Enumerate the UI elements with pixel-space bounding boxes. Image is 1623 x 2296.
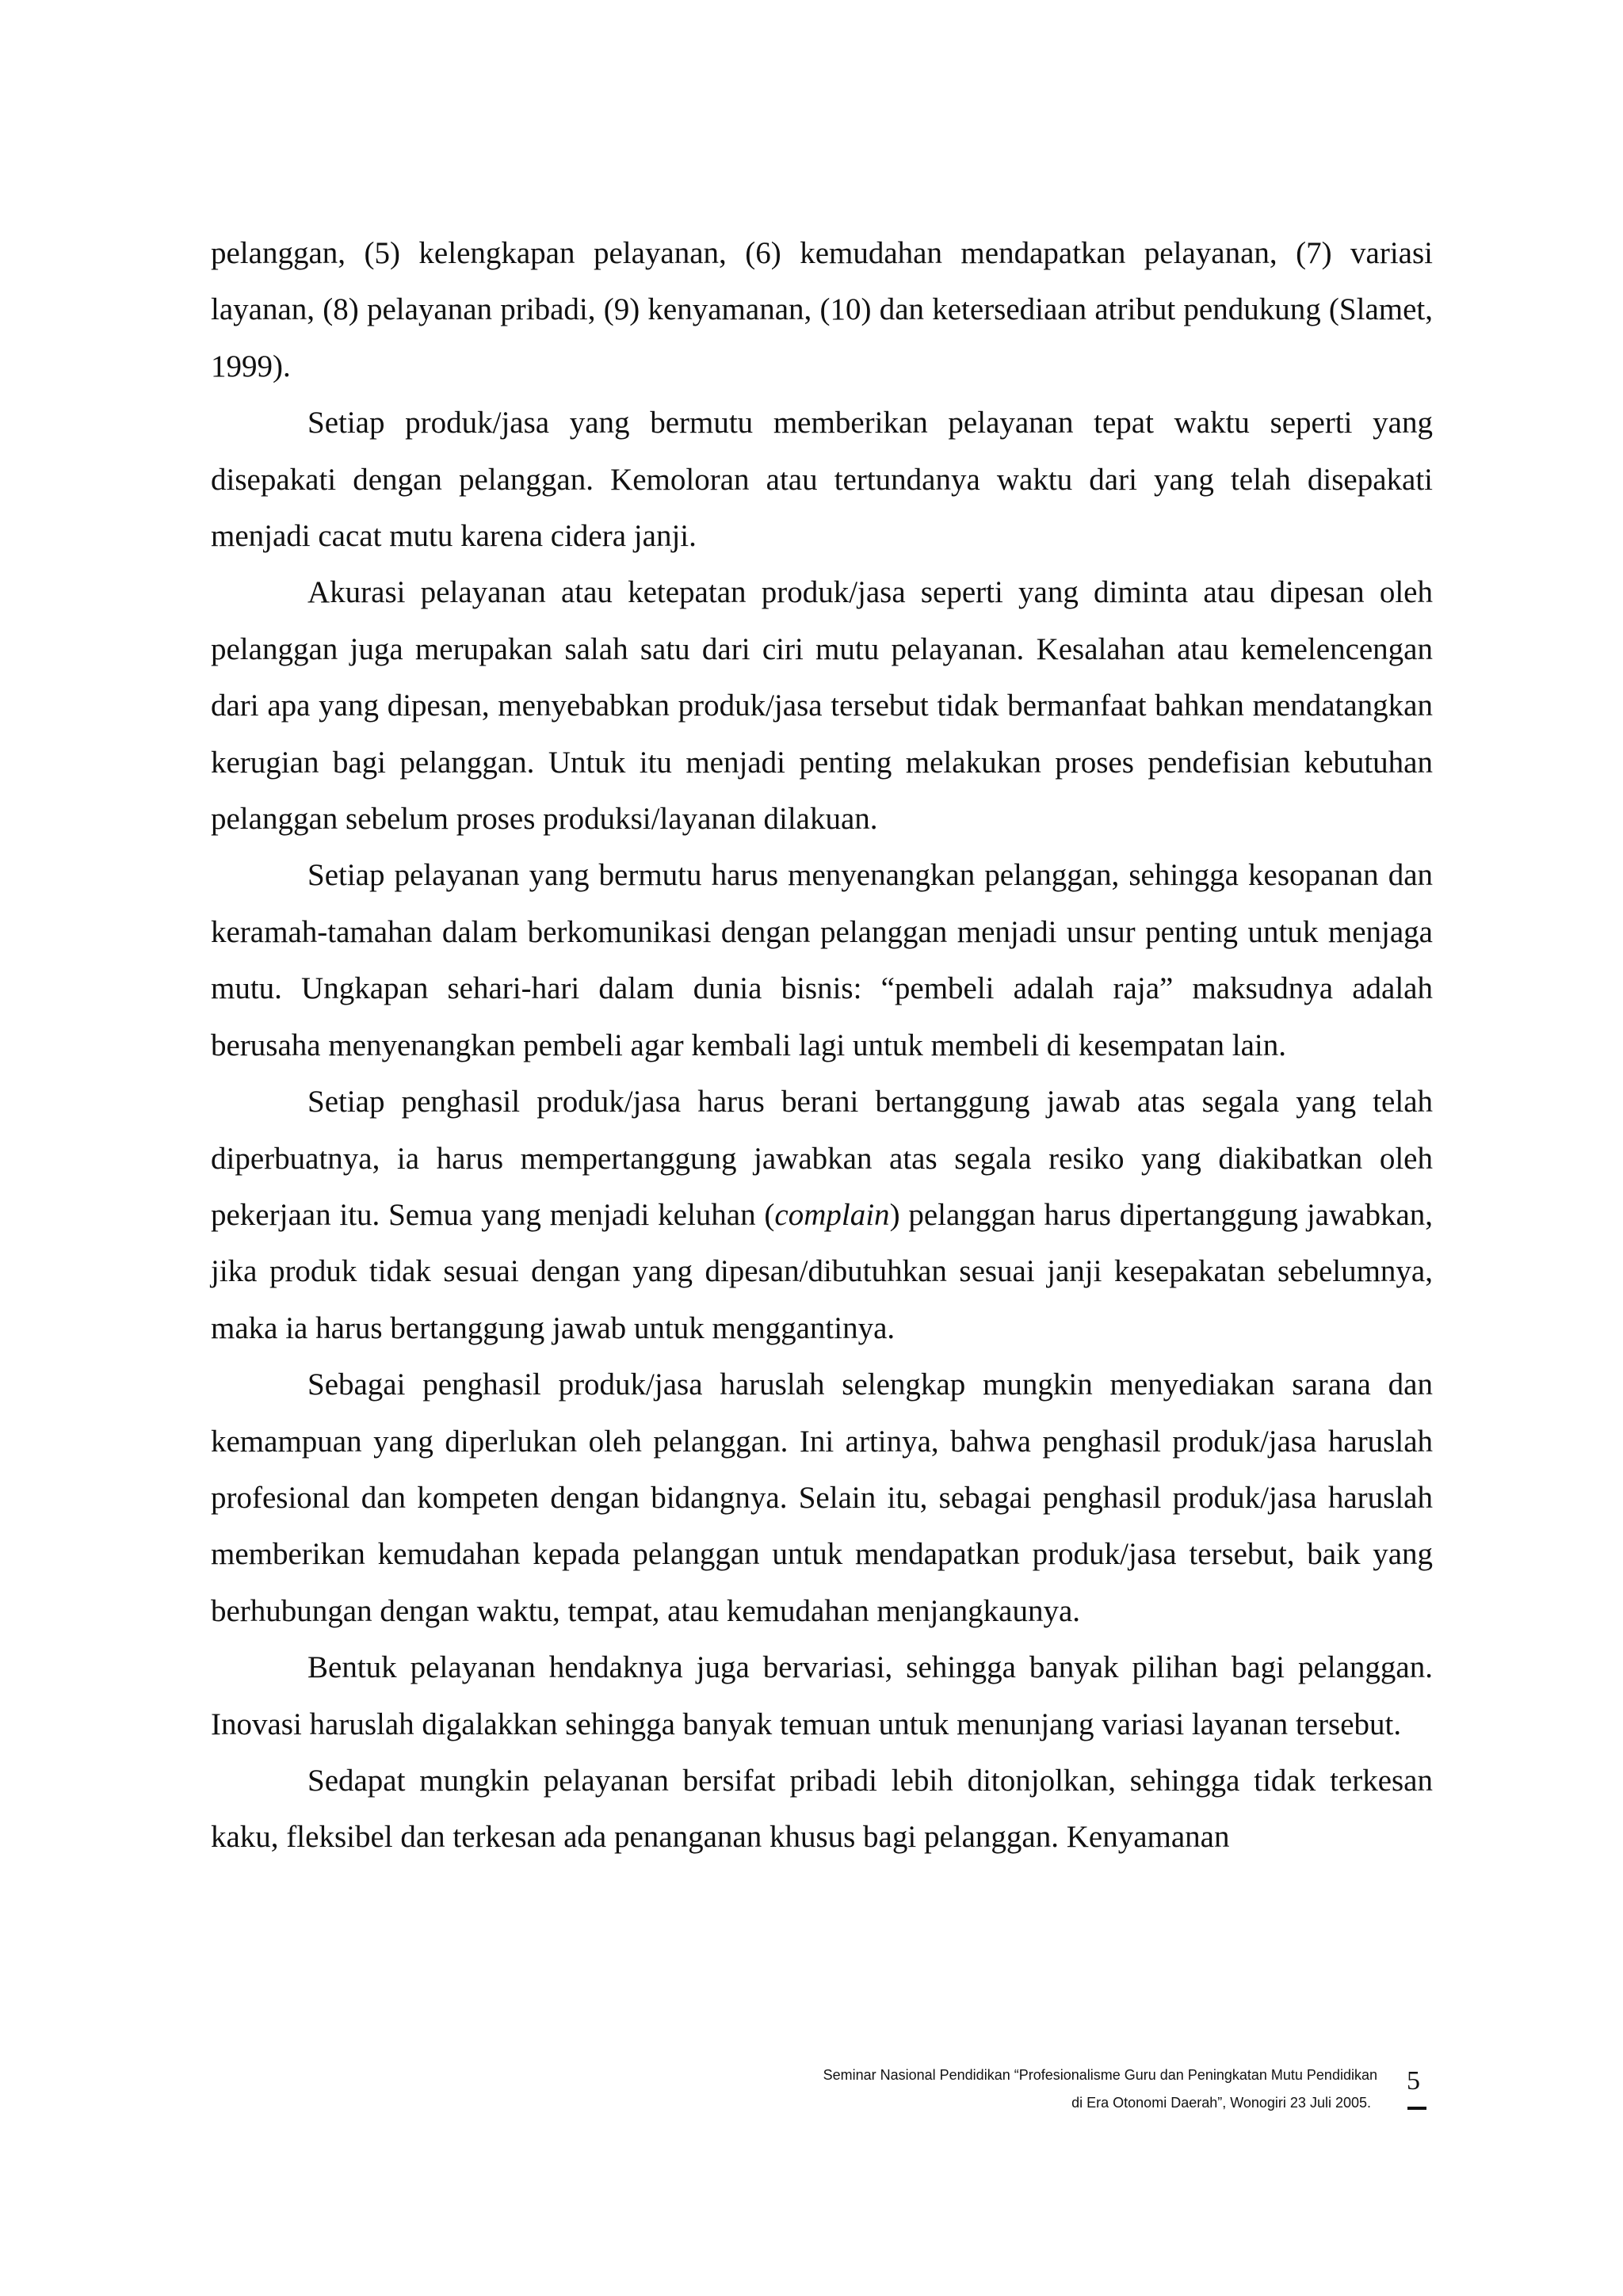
paragraph-akurasi: Akurasi pelayanan atau ketepatan produk/jasa seperti yang diminta atau dipesan oleh pelanggan juga merupakan salah satu dari ciri mutu pelayanan. Kesalahan atau kemelencengan dari apa yang dipesan, menyebabkan produk/jasa tersebut tidak bermanfaat bahkan mendatangkan kerugian bagi pelanggan. Untuk itu menjadi penting melakukan proses pendefisian kebutuhan pelanggan sebelum proses produksi/layanan dilakuan. (211, 575, 1433, 837)
body-text (211, 225, 1433, 1866)
italic-term-complain: complain (774, 1197, 890, 1232)
paragraph-tepat-waktu: Setiap produk/jasa yang bermutu memberikan pelayanan tepat waktu seperti yang disepakati dengan pelanggan. Kemoloran atau tertundanya waktu dari yang telah disepakati menjadi cacat mutu karena cidera janji. (211, 406, 1433, 554)
footer-seminar-date: di Era Otonomi Daerah”, Wonogiri 23 Juli 2005. (1071, 2095, 1371, 2111)
paragraph-continuation: pelanggan, (5) kelengkapan pelayanan, (6) kemudahan mendapatkan pelayanan, (7) variasi layanan, (8) pelayanan pribadi, (9) kenyamanan, (10) dan ketersediaan atribut pendukung (Slamet, 1999). (211, 236, 1433, 383)
paragraph-kelengkapan: Sebagai penghasil produk/jasa haruslah selengkap mungkin menyediakan sarana dan kemampuan yang diperlukan oleh pelanggan. Ini artinya, bahwa penghasil produk/jasa haruslah profesional dan kompeten dengan bidangnya. Selain itu, sebagai penghasil produk/jasa haruslah memberikan kemudahan kepada pelanggan untuk mendapatkan produk/jasa tersebut, baik yang berhubungan dengan waktu, tempat, atau kemudahan menjangkaunya. (211, 1367, 1433, 1628)
page-footer (0, 2065, 1623, 2129)
footer-seminar-title: Seminar Nasional Pendidikan “Profesionalisme Guru dan Peningkatan Mutu Pendidikan (823, 2067, 1377, 2083)
paragraph-pribadi: Sedapat mungkin pelayanan bersifat pribadi lebih ditonjolkan, sehingga tidak terkesan kaku, fleksibel dan terkesan ada penanganan khusus bagi pelanggan. Kenyamanan (211, 1763, 1433, 1855)
paragraph-tanggung-jawab-after: ) pelanggan harus dipertanggung jawabkan, jika produk tidak sesuai dengan yang dipesan/dibutuhkan sesuai janji kesepakatan sebelumnya, maka ia harus bertanggung jawab untuk menggantinya. (211, 1197, 1434, 1345)
paragraph-tanggung-jawab-before: Setiap penghasil produk/jasa harus berani bertanggung jawab atas segala yang telah diperbuatnya, ia harus mempertanggung jawabkan atas segala resiko yang diakibatkan oleh pekerjaan itu. Semua yang menjadi keluhan ( (211, 1085, 1433, 1232)
paragraph-tanggung-jawab (211, 1074, 1433, 1356)
page-number-underline (1407, 2107, 1426, 2110)
page-number: 5 (1407, 2066, 1420, 2096)
paragraph-kesopanan: Setiap pelayanan yang bermutu harus menyenangkan pelanggan, sehingga kesopanan dan keramah-tamahan dalam berkomunikasi dengan pelanggan menjadi unsur penting untuk menjaga mutu. Ungkapan sehari-hari dalam dunia bisnis: “pembeli adalah raja” maksudnya adalah berusaha menyenangkan pembeli agar kembali lagi untuk membeli di kesempatan lain. (211, 858, 1433, 1062)
paragraph-variasi: Bentuk pelayanan hendaknya juga bervariasi, sehingga banyak pilihan bagi pelanggan. Inovasi haruslah digalakkan sehingga banyak temuan untuk menunjang variasi layanan tersebut. (211, 1650, 1433, 1741)
